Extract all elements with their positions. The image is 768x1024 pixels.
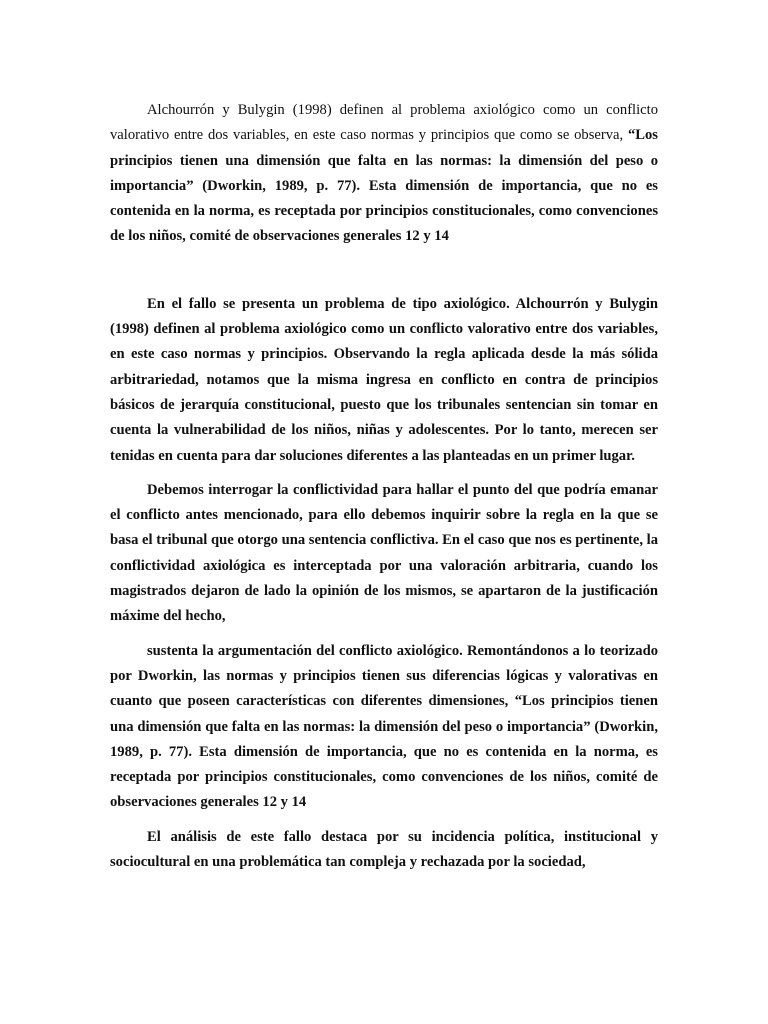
- paragraph-5: El análisis de este fallo destaca por su incidencia política, institucional y sociocultural en una problemática tan compleja y rechazada por la sociedad,: [110, 828, 658, 871]
- paragraph-1-plain: Alchourrón y Bulygin (1998) definen al problema axiológico como un conflicto valorativo entre dos variables, en este caso normas y principios que como se observa,: [110, 102, 658, 144]
- paragraph-1: [110, 98, 658, 250]
- paragraph-gap: [110, 816, 658, 825]
- paragraph-gap: [110, 469, 658, 478]
- paragraph-gap: [110, 250, 658, 292]
- paragraph-1-quote: “Los principios tienen una dimensión que falta en las normas: la dimensión del peso o importancia” (Dworkin, 1989, p. 77). Esta dimensión de importancia, que no es contenida en la norma, es receptada por principios constitucionales, como convenciones de los niños, comité de observaciones generales 12 y 14: [110, 127, 658, 245]
- paragraph-3: Debemos interrogar la conflictividad para hallar el punto del que podría emanar el conflicto antes mencionado, para ello debemos inquirir sobre la regla en la que se basa el tribunal que otorgo una sentencia conflictiva. En el caso que nos es pertinente, la conflictividad axiológica es interceptada por una valoración arbitraria, cuando los magistrados dejaron de lado la opinión de los mismos, se apartaron de la justificación máxime del hecho,: [110, 481, 658, 625]
- paragraph-gap: [110, 630, 658, 639]
- paragraph-2: En el fallo se presenta un problema de tipo axiológico. Alchourrón y Bulygin (1998) definen al problema axiológico como un conflicto valorativo entre dos variables, en este caso normas y principios. Observando la regla aplicada desde la más sólida arbitrariedad, notamos que la misma ingresa en conflicto en contra de principios básicos de jerarquía constitucional, puesto que los tribunales sentencian sin tomar en cuenta la vulnerabilidad de los niños, niñas y adolescentes. Por lo tanto, merecen ser tenidas en cuenta para dar soluciones diferentes a las planteadas en un primer lugar.: [110, 295, 658, 464]
- document-body: [110, 98, 658, 875]
- paragraph-4: sustenta la argumentación del conflicto axiológico. Remontándonos a lo teorizado por Dworkin, las normas y principios tienen sus diferencias lógicas y valorativas en cuanto que poseen características con diferentes dimensiones, “Los principios tienen una dimensión que falta en las normas: la dimensión del peso o importancia” (Dworkin, 1989, p. 77). Esta dimensión de importancia, que no es contenida en la norma, es receptada por principios constitucionales, como convenciones de los niños, comité de observaciones generales 12 y 14: [110, 642, 658, 811]
